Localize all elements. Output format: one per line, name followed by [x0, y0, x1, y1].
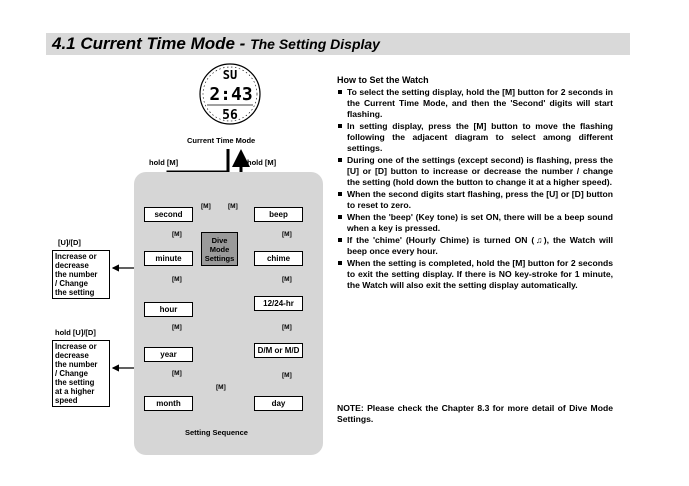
m-label: [M] — [172, 324, 182, 331]
howto-title: How to Set the Watch — [337, 75, 429, 85]
howto-bullet: To select the setting display, hold the [M] button for 2 seconds in the Current Time Mode, and then the 'Second' digits will start flashing. — [337, 87, 613, 120]
side-note-2-line: the number — [55, 360, 98, 369]
m-label: [M] — [228, 203, 238, 210]
side-note-2-line: decrease — [55, 351, 89, 360]
side-note-2-line: speed — [55, 396, 78, 405]
howto-list — [337, 87, 613, 292]
watch-top-digits: SU — [222, 68, 238, 82]
box-hour: hour — [144, 302, 193, 317]
bell-icon: ♫ — [534, 235, 544, 245]
side-note-2-line: / Change — [55, 369, 88, 378]
side-note-1-line: the number — [55, 270, 98, 279]
box-second: second — [144, 207, 193, 222]
watch-caption: Current Time Mode — [187, 136, 256, 145]
setting-sequence-caption: Setting Sequence — [185, 428, 248, 437]
side-note-2-label: hold [U]/[D] — [55, 328, 96, 337]
m-label: [M] — [172, 276, 182, 283]
box-beep: beep — [254, 207, 303, 222]
m-label: [M] — [282, 372, 292, 379]
side-note-1 — [52, 250, 110, 299]
chime-text: If the 'chime' (Hourly Chime) is turned ON ( — [347, 235, 535, 245]
hold-m-left-label: hold [M] — [149, 158, 179, 167]
howto-bullet-chime — [337, 235, 613, 257]
box-year: year — [144, 347, 193, 362]
m-label: [M] — [172, 370, 182, 377]
watch-time-digits: 2:43 — [209, 84, 253, 105]
howto-bullet: In setting display, press the [M] button to move the flashing following the adjacent diagram to select among different settings. — [337, 121, 613, 154]
howto-bullet: When the 'beep' (Key tone) is set ON, there will be a beep sound when a key is pressed. — [337, 212, 613, 234]
side-note-2-line: at a higher — [55, 387, 95, 396]
dive-line-1: Dive — [211, 236, 228, 245]
howto-bullet: During one of the settings (except second) is flashing, press the [U] or [D] button to increase or decrease the number / change the setting (hold down the button to change it at a higher speed). — [337, 155, 613, 188]
m-label: [M] — [172, 231, 182, 238]
side-note-2-line: the setting — [55, 378, 95, 387]
howto-bullet: When the second digits start flashing, press the [U] or [D] button to reset to zero. — [337, 189, 613, 211]
m-label: [M] — [201, 203, 211, 210]
box-12-24-hr: 12/24-hr — [254, 296, 303, 311]
box-dm-or-md: D/M or M/D — [254, 343, 303, 358]
side-note-1-line: / Change — [55, 279, 88, 288]
note-text: Please check the Chapter 8.3 for more detail of Dive Mode Settings. — [337, 403, 613, 424]
howto-bullet: When the setting is completed, hold the [M] button for 2 seconds to exit the setting display. If there is NO key-stroke for 1 minute, the Watch will also exit the setting display automatically. — [337, 258, 613, 291]
side-note-1-line: Increase or — [55, 252, 97, 261]
note-paragraph — [337, 403, 613, 425]
m-label: [M] — [216, 384, 226, 391]
box-chime: chime — [254, 251, 303, 266]
box-day: day — [254, 396, 303, 411]
m-label: [M] — [282, 231, 292, 238]
m-label: [M] — [282, 276, 292, 283]
note-label: NOTE: — [337, 403, 364, 413]
box-month: month — [144, 396, 193, 411]
hold-m-right-label: hold [M] — [247, 158, 277, 167]
side-note-1-line: decrease — [55, 261, 89, 270]
dive-mode-settings-box — [201, 232, 238, 266]
box-minute: minute — [144, 251, 193, 266]
side-note-1-line: the setting — [55, 288, 95, 297]
watch-seconds-digits: 56 — [222, 108, 238, 123]
dive-line-3: Settings — [204, 254, 235, 263]
side-note-2 — [52, 340, 110, 407]
chime-text-tail: ), the Watch will beep once every hour. — [347, 235, 613, 256]
page-title: 4.1 Current Time Mode - The Setting Display — [52, 34, 380, 53]
side-note-1-label: [U]/[D] — [58, 238, 81, 247]
page-subtitle: The Setting Display — [250, 36, 380, 52]
m-label: [M] — [282, 324, 292, 331]
side-note-2-line: Increase or — [55, 342, 97, 351]
dive-line-2: Mode — [209, 245, 230, 254]
